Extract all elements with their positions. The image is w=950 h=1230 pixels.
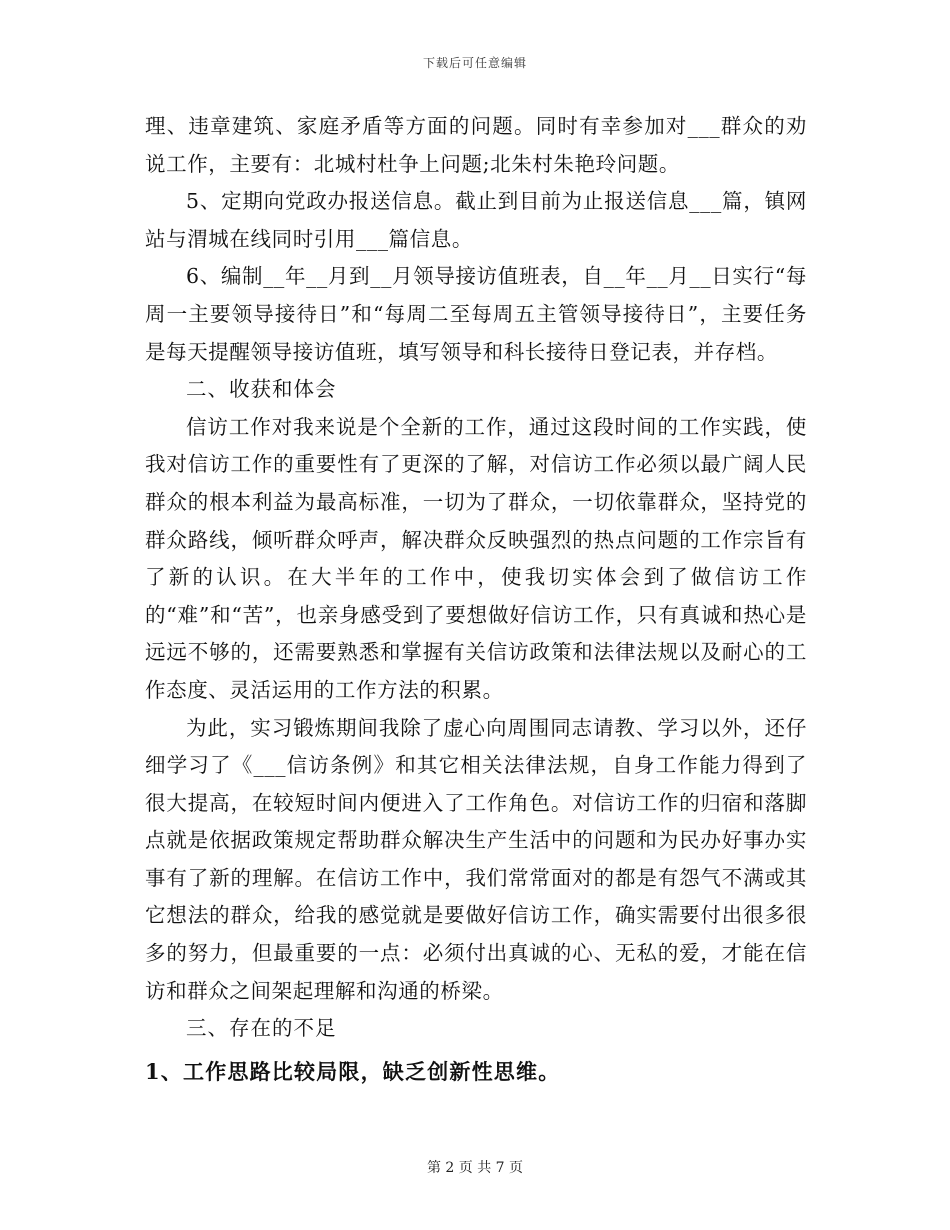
paragraph-item-5: 5、定期向党政办报送信息。截止到目前为止报送信息___篇，镇网站与渭城在线同时引用___篇信息。	[145, 189, 807, 251]
paragraph-gains-1: 信访工作对我来说是个全新的工作，通过这段时间的工作实践，使我对信访工作的重要性有了更深的了解，对信访工作必须以最广阔人民群众的根本利益为最高标准，一切为了群众，一切依靠群众，坚持党的群众路线，倾听群众呼声，解决群众反映强烈的热点问题的工作宗旨有了新的认识。在大半年的工作中，使我切实体会到了做信访工作的“难”和“苦”，也亲身感受到了要想做好信访工作，只有真诚和热心是远远不够的，还需要熟悉和掌握有关信访政策和法律法规以及耐心的工作态度、灵活运用的工作方法的积累。	[145, 414, 807, 702]
document-body	[145, 108, 807, 1090]
section-heading-shortcomings: 三、存在的不足	[186, 1016, 337, 1041]
paragraph-continuation: 理、违章建筑、家庭矛盾等方面的问题。同时有幸参加对___群众的劝说工作，主要有：北城村杜争上问题;北朱村朱艳玲问题。	[145, 114, 807, 176]
shortcoming-item-1: 1、工作思路比较局限，缺乏创新性思维。	[145, 1058, 561, 1084]
section-heading-gains: 二、收获和体会	[186, 377, 337, 402]
paragraph-gains-2: 为此，实习锻炼期间我除了虚心向周围同志请教、学习以外，还仔细学习了《___信访条例》和其它相关法律法规，自身工作能力得到了很大提高，在较短时间内便进入了工作角色。对信访工作的归宿和落脚点就是依据政策规定帮助群众解决生产生活中的问题和为民办好事办实事有了新的理解。在信访工作中，我们常常面对的都是有怨气不满或其它想法的群众，给我的感觉就是要做好信访工作，确实需要付出很多很多的努力，但最重要的一点：必须付出真诚的心、无私的爱，才能在信访和群众之间架起理解和沟通的桥梁。	[145, 715, 807, 1003]
paragraph-item-6: 6、编制__年__月到__月领导接访值班表，自__年__月__日实行“每周一主要领导接待日”和“每周二至每周五主管领导接待日”，主要任务是每天提醒领导接访值班，填写领导和科长接待日登记表，并存档。	[145, 264, 807, 364]
page-header: 下载后可任意编辑	[422, 56, 527, 70]
page-footer: 第 2 页 共 7 页	[426, 1160, 524, 1176]
